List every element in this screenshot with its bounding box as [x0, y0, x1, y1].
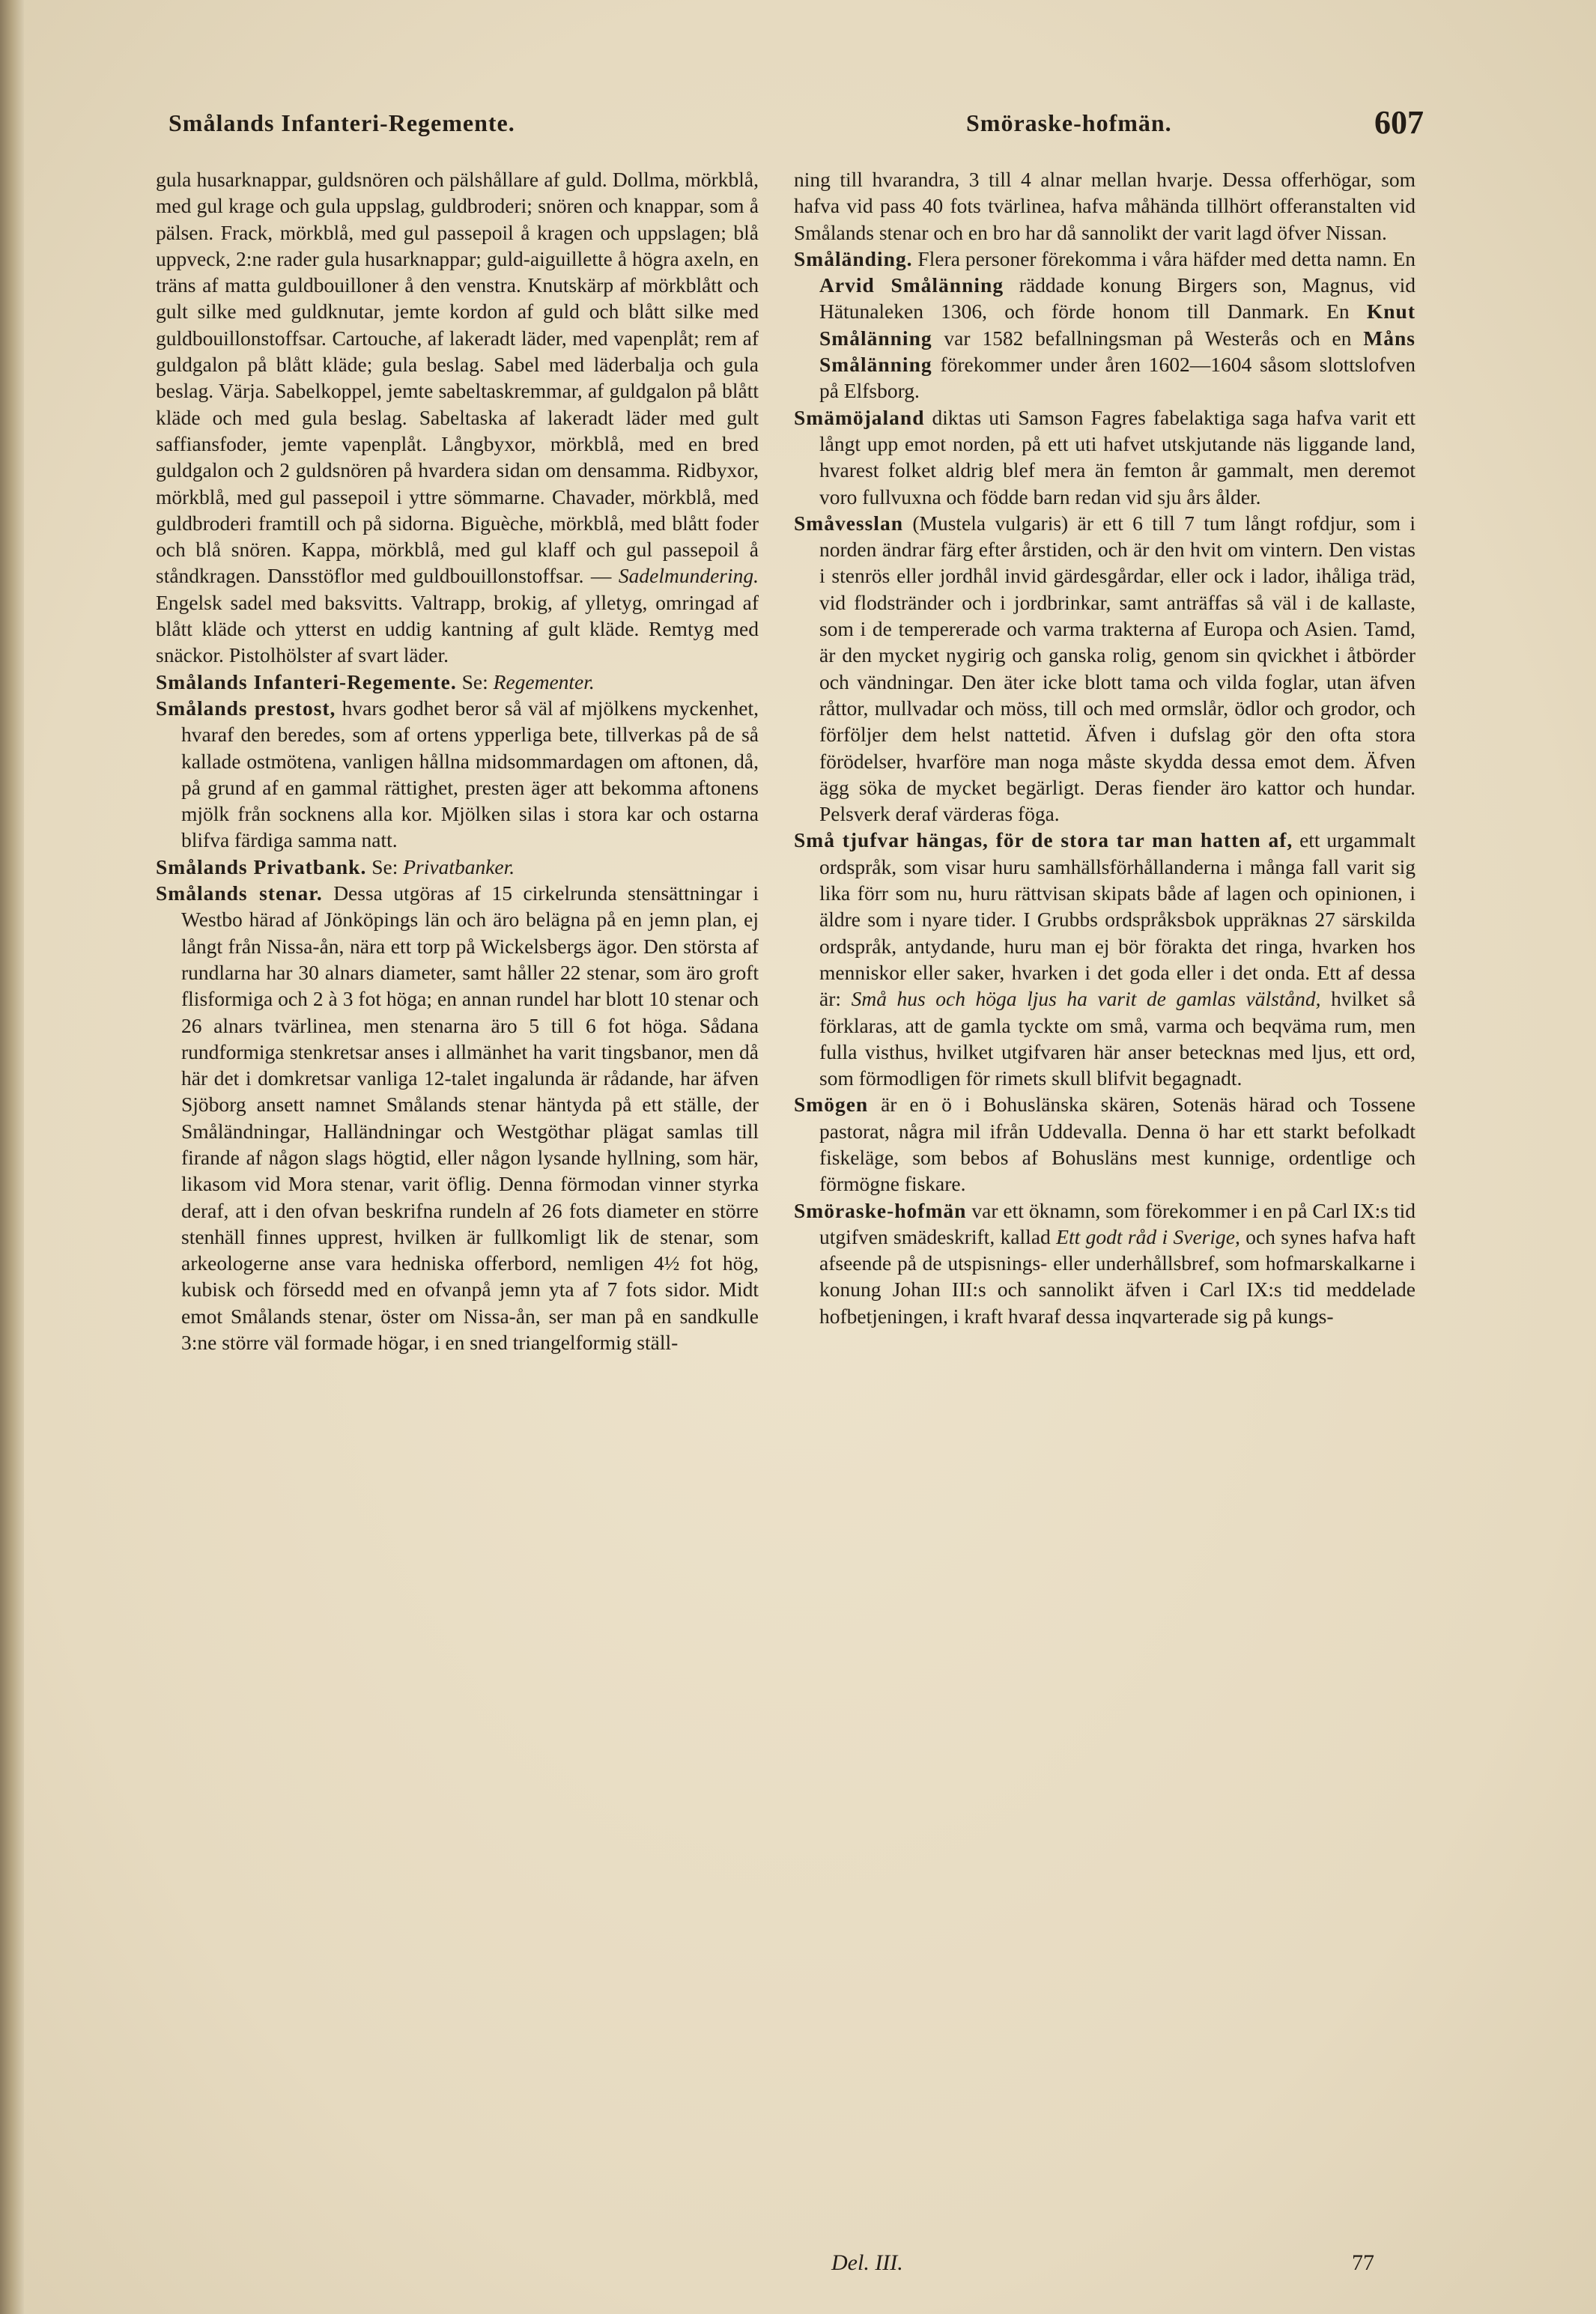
entry-smavesslan: [794, 510, 1416, 827]
entry-text: ning till hvarandra, 3 till 4 alnar mellan hvarje. Dessa offerhögar, som hafva vid pass 40 fots tvärlinea, hafva måhända tillhört offeranstalten vid Smålands stenar och en bro har då sannolikt der varit lagd öfver Nissan.: [794, 168, 1416, 244]
entry-italic: Privatbanker.: [403, 854, 515, 878]
entry-continuation: [794, 166, 1416, 246]
entry-smalands-infanteri: [156, 669, 759, 695]
entry-continuation: [156, 166, 759, 669]
entry-bold-name: Arvid Smålänning: [819, 273, 1004, 297]
entry-text: ett urgammalt ordspråk, som visar huru samhällsförhållanderna i många fall varit sig lika förr som nu, huru rättvisan skipats både af lagen och opinionen, i äldre som i nyare tider. I Grubbs ordspråksbok uppräknas 27 särskilda ordspråk, antydande, huru man ej bör förakta det ringa, hvarken hos menniskor eller saker, hvarken i det goda eller i det onda. Ett af dessa är:: [819, 828, 1416, 1011]
entry-text: Engelsk sadel med baksvitts. Valtrapp, brokig, af ylletyg, omringad af blått kläde och ytterst en uddig kantning af gult kläde. Remtyg med snäckor. Pistolhölster af svart läder.: [156, 590, 759, 667]
right-column: [794, 166, 1416, 1329]
entry-headword: Små tjufvar hängas, för de stora tar man hatten af,: [794, 828, 1293, 852]
entry-text: hvars godhet beror så väl af mjölkens myckenhet, hvaraf den beredes, som af ortens ypperliga bete, tillverkas på de så kallade ostmötena, vanligen hållna midsommardagen om aftonen, då, på grund af en gammal rättighet, presten äger att bekomma aftonens mjölk från socknens alla kor. Mjölken silas i stora kar och ostarna blifva färdiga samma natt.: [181, 696, 759, 852]
entry-bold-name: Måns Smålänning: [819, 326, 1416, 377]
header-left-title: Smålands Infanteri-Regemente.: [169, 109, 515, 136]
entry-smogen: [794, 1091, 1416, 1197]
entry-text: var ett öknamn, som förekommer i en på Carl IX:s tid utgifven smädeskrift, kallad: [819, 1198, 1416, 1248]
entry-headword: Smålands prestost,: [156, 696, 336, 720]
entry-text: (Mustela vulgaris) är ett 6 till 7 tum långt rofdjur, som i norden ändrar färg efter årstiden, och är den hvit om vintern. Den vistas i stenrös eller jordhål invid gärdesgårdar, eller ock i lador, ihåliga träd, vid flodstränder och i jordbrinkar, samt anträffas så väl i de kallaste, som i de tempererade och varma trakterna af Europa och Asien. Tamd, är den mycket nygirig och ganska rolig, genom sin qvickhet i åtbörder och vändningar. Den äter icke blott tama och vilda foglar, utan äfven råttor, mullvadar och möss, till och med ormslår, ödlor och grodor, och förföljer dem helst nattetid. Äfven i dufslag gör den ofta stora förödelser, hvarföre man noga måste skydda dessa emot dem. Äfven ägg söka de mycket begärligt. Deras fiender äro kattor och hundar. Pelsverk deraf värderas föga.: [819, 511, 1416, 826]
entry-headword: Smöraske-hofmän: [794, 1198, 967, 1222]
entry-headword: Smämöjaland: [794, 405, 925, 429]
entry-text: är en ö i Bohuslänska skären, Sotenäs härad och Tossene pastorat, några mil ifrån Uddevalla. Denna ö har ett starkt befolkadt fiskeläge, som bebos af Bohusläns mest kunnige, ordentlige och förmögne fiskare.: [819, 1093, 1416, 1196]
entry-headword: Småländing.: [794, 246, 913, 270]
entry-italic: Sadelmundering.: [618, 564, 759, 588]
entry-smoraske-hofman: [794, 1197, 1416, 1329]
entry-smalands-privatbank: [156, 854, 759, 880]
entry-headword: Smålands Privatbank.: [156, 854, 367, 878]
entry-smalands-stenar: [156, 880, 759, 1355]
volume-label: Del. III.: [831, 2250, 903, 2275]
entry-text: Se:: [366, 854, 404, 878]
running-header: [161, 103, 1434, 148]
entry-sma-tjufvar: [794, 827, 1416, 1091]
entry-text: var 1582 befallningsman på Westerås och en: [932, 326, 1364, 350]
left-column: [156, 166, 759, 1355]
entry-text: diktas uti Samson Fagres fabelaktiga saga hafva varit ett långt upp emot norden, på ett uti hafvet utskjutande näs liggande land, hvarest folket aldrig blef mera än femton år gammalt, men deremot voro fullvuxna och födde barn redan vid sju års ålder.: [819, 405, 1416, 508]
book-spine-edge: [0, 0, 24, 2314]
entry-italic: Regementer.: [493, 669, 595, 693]
entry-smalanning: [794, 246, 1416, 404]
entry-text: och synes hafva haft afseende på de utspisnings- eller underhållsbref, som hofmarskalkarne i konung Johan III:s och sannolikt äfven i Carl IX:s tid meddelade hofbetjeningen, i kraft hvaraf dessa inqvarterade sig på kungs-: [819, 1224, 1416, 1328]
entry-italic: Ett godt råd i Sverige,: [1056, 1224, 1240, 1248]
entry-headword: Smålands stenar.: [156, 881, 323, 905]
entry-text: hvilket så förklaras, att de gamla tyckte om små, varma och beqväma rum, men fulla visthus, hvilket utgifvaren här anser betecknas med ljus, ett ord, som förmodligen för rimets skull blifvit begagnadt.: [819, 987, 1416, 1090]
entry-italic: Små hus och höga ljus ha varit de gamlas välstånd,: [851, 987, 1321, 1011]
page-number: 607: [1374, 104, 1424, 141]
entry-bold-name: Knut Smålänning: [819, 300, 1416, 350]
entry-text: räddade konung Birgers son, Magnus, vid Hätunaleken 1306, och förde honom till Danmark. En: [819, 273, 1416, 324]
entry-text: Dessa utgöras af 15 cirkelrunda stensättningar i Westbo härad af Jönköpings län och äro belägna på en jemn plan, ej långt från Nissa-ån, nära ett torp på Wickelsbergs ägor. Den största af rundlarna har 30 alnars diameter, samt håller 22 stenar, som äro groft flisformiga och 2 à 3 fot höga; en annan rundel har blott 10 stenar och 26 alnars tvärlinea, men stenarna äro 5 till 6 fot höga. Sådana rundformiga stenkretsar anses i allmänhet ha varit tingsbanor, men då här det i domkretsar vanliga 12-talet ingalunda är rådande, har äfven Sjöborg ansett namnet Smålands stenar häntyda på ett ställe, der Småländningar, Halländningar och Westgöthar plägat samlas till firande af någon slags högtid, eller någon lysande hyllning, som här, likasom vid Mora stenar, varit öflig. Denna förmodan vinner styrka deraf, att i den ofvan beskrifna rundeln af 26 fots diameter en större stenhäll finnes upprest, hvilken är fullkomligt lik de stenar, som arkeologerne anse vara hedniska offerbord, nemligen 4½ fot hög, kubisk och försedd med en ofvanpå jemn yta af 7 fots sidor. Midt emot Smålands stenar, öster om Nissa-ån, ser man på en sandkulle 3:ne större väl formade högar, i en sned triangelformig ställ-: [181, 881, 759, 1355]
page-footer: [794, 2250, 1416, 2288]
entry-smalands-prestost: [156, 695, 759, 854]
entry-text: Flera personer förekomma i våra häfder med detta namn. En: [912, 246, 1416, 270]
entry-headword: Smålands Infanteri-Regemente.: [156, 669, 457, 693]
entry-headword: Småvesslan: [794, 511, 903, 535]
entry-smamojaland: [794, 404, 1416, 510]
signature-mark: 77: [1352, 2250, 1374, 2275]
entry-headword: Smögen: [794, 1093, 869, 1117]
entry-text: gula husarknappar, guldsnören och pälshållare af guld. Dollma, mörkblå, med gul krage och gula uppslag, guldbroderi; snören och knappar, som å pälsen. Frack, mörkblå, med gul passepoil å kragen och uppslagen; blå uppveck, 2:ne rader gula husarknappar; guld-aiguillette å högra axeln, en träns af matta guldbouilloner å den venstra. Knutskärp af mörkblått och gult silke med guldknutar, jemte kordon af guld och blått silke med guldbouillonstoffsar. Cartouche, af lakeradt läder, med vapenplåt; rem af guldgalon på blått kläde; gula beslag. Sabel med läderbalja och gula beslag. Värja. Sabelkoppel, jemte sabeltaskremmar, af guldgalon på blått kläde och med gula beslag. Sabeltaska af lakeradt läder med gult saffiansfoder, jemte vapenplåt. Långbyxor, mörkblå, med en bred guldgalon och 2 guldsnören på hvardera sidan om densamma. Ridbyxor, mörkblå, med gul passepoil i yttre sömmarne. Chavader, mörkblå, med guldbroderi framtill och på sidorna. Biguèche, mörkblå, med blått foder och blå snören. Kappa, mörkblå, med gul klaff och gul passepoil å ståndkragen. Dansstöflor med guldbouillonstoffsar. —: [156, 168, 759, 588]
entry-text: förekommer under åren 1602—1604 såsom slottslofven på Elfsborg.: [819, 353, 1416, 403]
header-right-title: Smöraske-hofmän.: [966, 109, 1172, 136]
entry-text: Se:: [456, 669, 494, 693]
